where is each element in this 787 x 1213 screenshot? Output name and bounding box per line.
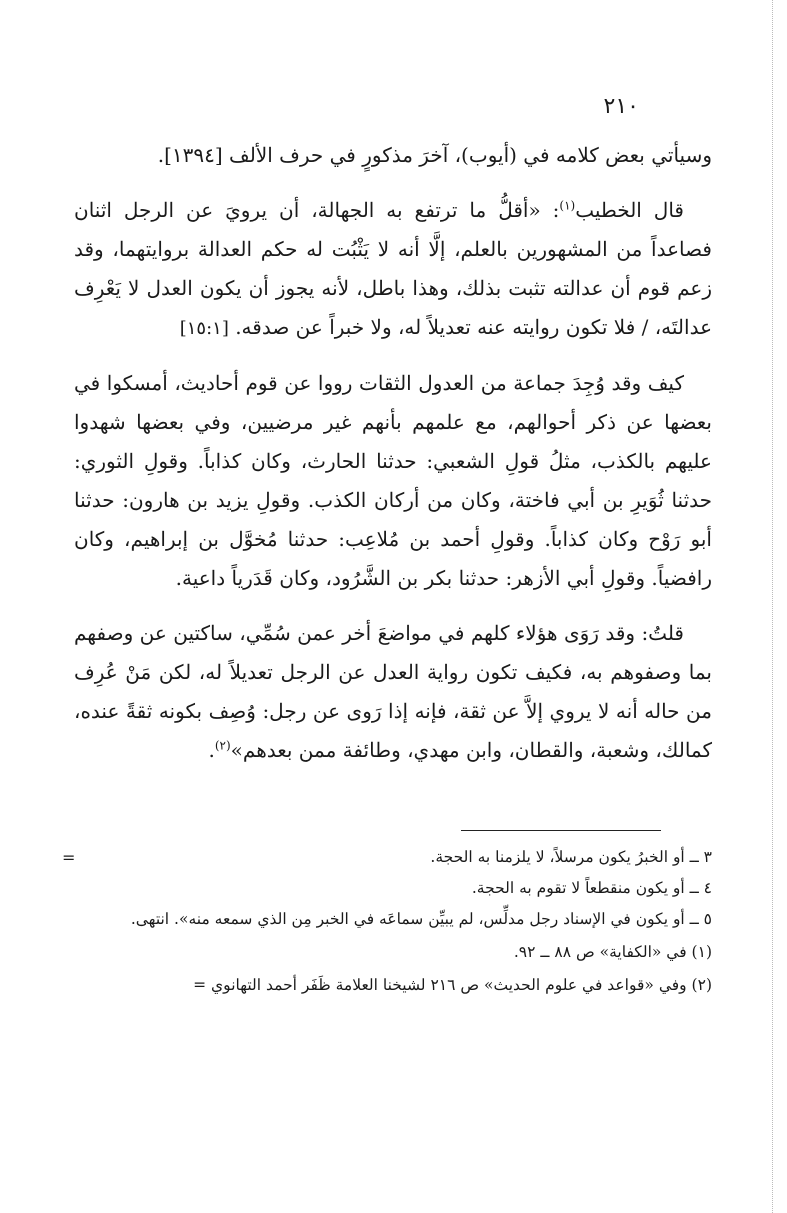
paragraph-4 — [74, 614, 712, 770]
continuation-marker: = — [62, 848, 76, 867]
footnote-1: (١) في «الكفاية» ص ٨٨ ــ ٩٢. — [513, 943, 712, 961]
footnote-ref-2[interactable]: (٢) — [214, 738, 231, 753]
footnote-continued-item: ٥ ــ أو يكون في الإسناد رجل مدلِّس، لم يبيِّن سماعَه في الخبر مِن الذي سمعه منه». انتهى. — [130, 910, 712, 928]
footnote-continued-item: ٤ ــ أو يكون منقطعاً لا تقوم به الحجة. — [471, 879, 712, 897]
paragraph-3 — [74, 364, 712, 598]
paragraph-3-text: كيف وقد وُجِدَ جماعة من العدول الثقات رووا عن قوم أحاديث، أمسكوا في بعضها عن ذكر أحوالهم، مع علمهم بأنهم غير مرضيين، وفي بعضها شهدوا عليهم بالكذب، مثلُ قولِ الشعبي: حدثنا الحارث، وكان كذاباً. وقولِ الثوري: حدثنا ثُوَيرِ بن أبي فاختة، وكان من أركان الكذب. وقولِ يزيد بن هارون: حدثنا أبو رَوْح وكان كذاباً. وقولِ أحمد بن مُلاعِب: حدثنا مُخوَّل بن إبراهيم، وكان رافضياً. وقولِ أبي الأزهر: حدثنا بكر بن الشَّرُود، وكان قَدَرياً داعية. — [74, 371, 712, 590]
footnote-2: (٢) وفي «قواعد في علوم الحديث» ص ٢١٦ لشيخنا العلامة ظَفَر أحمد التهانوي = — [193, 976, 712, 994]
main-text — [74, 136, 712, 786]
footnotes — [78, 842, 712, 1001]
footnote-ref-1[interactable]: (١) — [559, 198, 576, 213]
footnote-continued-item: ٣ ــ أو الخبرُ يكون مرسلاً، لا يلزمنا به الحجة. — [430, 848, 712, 866]
paragraph-4-after: . — [208, 738, 215, 762]
paragraph-1 — [74, 136, 712, 175]
margin-reference: [١٥:١] — [179, 318, 229, 339]
paragraph-2 — [74, 191, 712, 348]
footnote-divider — [461, 830, 661, 831]
paragraph-4-before: قلتُ: وقد رَوَى هؤلاء كلهم في مواضعَ أخر عمن سُمِّي، ساكتين عن وصفهم بما وصفوهم به، فكيف تكون رواية العدل عن الرجل تعديلاً له، لكن مَنْ عُرِف من حاله أنه لا يروي إلاَّ عن ثقة، فإنه إذا رَوى عن رجل: وُصِف بكونه ثقةً عنده، كمالك، وشعبة، والقطان، وابن مهدي، وطائفة ممن بعدهم» — [74, 621, 712, 762]
paragraph-1-text: وسيأتي بعض كلامه في (أيوب)، آخرَ مذكورٍ في حرف الألف [١٣٩٤]. — [157, 143, 712, 167]
page-number: ٢١٠ — [603, 94, 639, 119]
paragraph-2-before: قال الخطيب — [575, 198, 684, 222]
page-edge-rule — [772, 0, 773, 1213]
paragraph-2-after: : «أقلُّ ما ترتفع به الجهالة، أن يرويَ عن الرجل اثنان فصاعداً من المشهورين بالعلم، إلَّا أنه لا يَثْبُت له حكم العدالة بروايتهما، وقد زعم قوم أن عدالته تثبت بذلك، وهذا باطل، لأنه يجوز أن يكون العدل لا يَعْرِف عدالتَه، / فلا تكون روايته عنه تعديلاً له، ولا خبراً عن صدقه. — [74, 198, 712, 339]
